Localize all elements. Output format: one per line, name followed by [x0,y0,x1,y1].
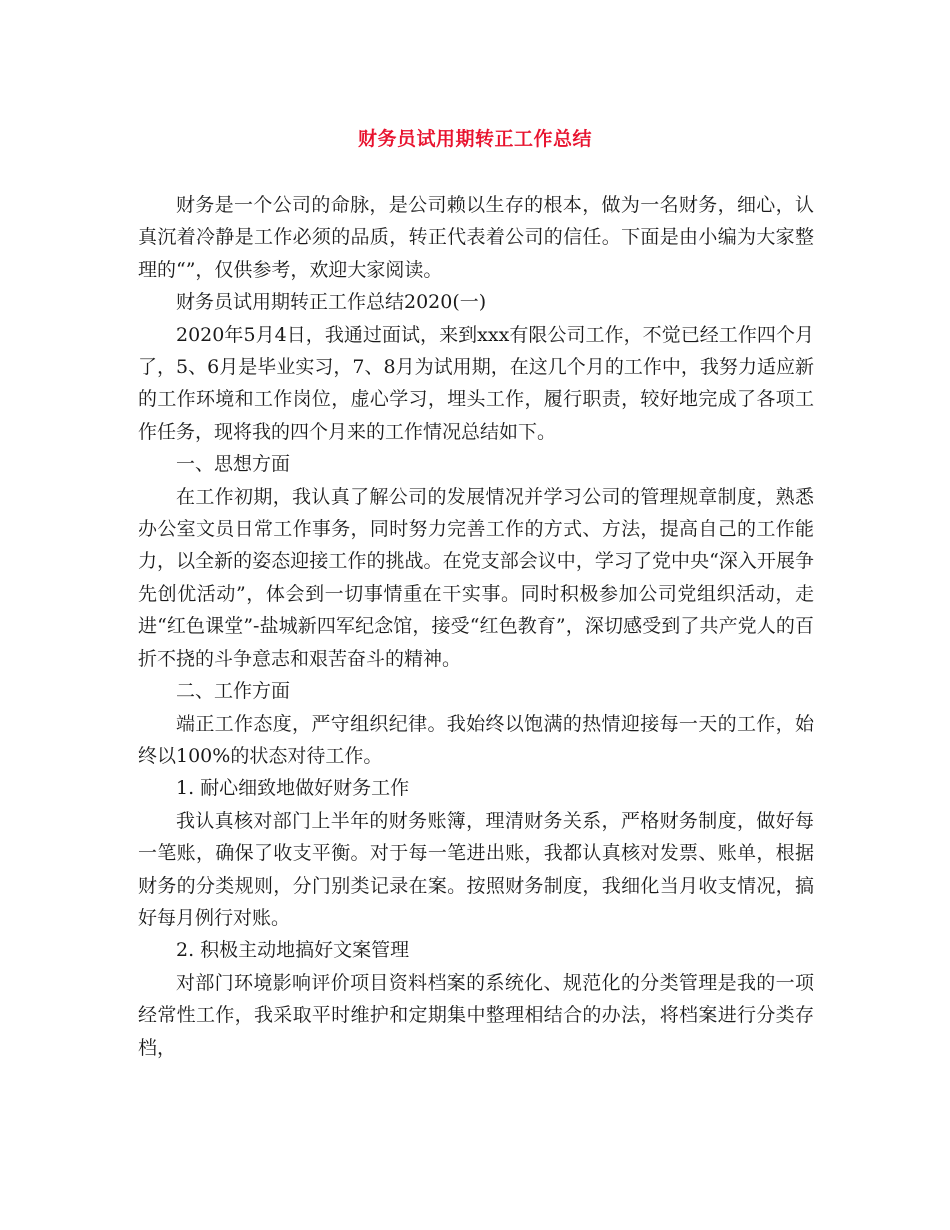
paragraph-work-attitude: 端正工作态度，严守组织纪律。我始终以饱满的热情迎接每一天的工作，始终以100%的状态对待工作。 [138,712,814,767]
paragraph-finance: 我认真核对部门上半年的财务账簿，理清财务关系，严格财务制度，做好每一笔账，确保了收支平衡。对于每一笔进出账，我都认真核对发票、账单，根据财务的分类规则，分门别类记录在案。按照财务制度，我细化当月收支情况，搞好每月例行对账。 [138,809,814,929]
paragraph-intro: 财务是一个公司的命脉，是公司赖以生存的根本，做为一名财务，细心，认真沉着冷静是工作必须的品质，转正代表着公司的信任。下面是由小编为大家整理的“”，仅供参考，欢迎大家阅读。 [138,194,814,281]
subsection-heading-records: 2. 积极主动地搞好文案管理 [176,939,410,962]
paragraph-subtitle: 财务员试用期转正工作总结2020(一) [176,291,487,314]
section-heading-work: 二、工作方面 [176,680,291,703]
paragraph-opening: 2020年5月4日，我通过面试，来到xxx有限公司工作，不觉已经工作四个月了，5、6月是毕业实习，7、8月为试用期，在这几个月的工作中，我努力适应新的工作环境和工作岗位，虚心学习，埋头工作，履行职责，较好地完成了各项工作任务，现将我的四个月来的工作情况总结如下。 [138,323,814,443]
paragraph-thought: 在工作初期，我认真了解公司的发展情况并学习公司的管理规章制度，熟悉办公室文员日常工作事务，同时努力完善工作的方式、方法，提高自己的工作能力，以全新的姿态迎接工作的挑战。在党支部会议中，学习了党中央“深入开展争先创优活动”，体会到一切事情重在干实事。同时积极参加公司党组织活动，走进“红色课堂”-盐城新四军纪念馆，接受“红色教育”，深切感受到了共产党人的百折不挠的斗争意志和艰苦奋斗的精神。 [138,485,814,670]
paragraph-records: 对部门环境影响评价项目资料档案的系统化、规范化的分类管理是我的一项经常性工作，我采取平时维护和定期集中整理相结合的办法，将档案进行分类存档， [138,971,814,1059]
section-heading-thought: 一、思想方面 [176,453,291,476]
document-body [138,189,814,1064]
document-title: 财务员试用期转正工作总结 [357,128,592,150]
subsection-heading-finance: 1. 耐心细致地做好财务工作 [176,777,410,800]
